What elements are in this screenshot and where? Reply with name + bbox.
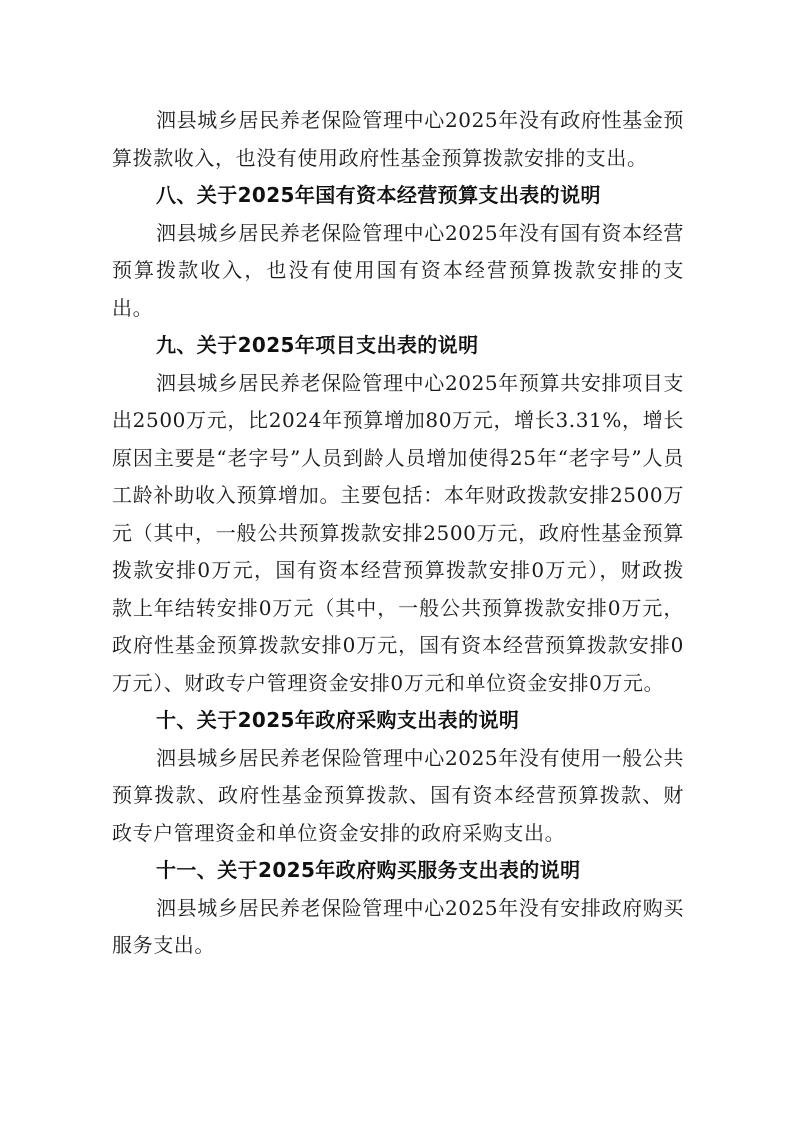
paragraph-government-procurement: 泗县城乡居民养老保险管理中心2025年没有使用一般公共预算拨款、政府性基金预算拨款、国有资本经营预算拨款、财政专户管理资金和单位资金安排的政府采购支出。 (112, 745, 684, 845)
heading-government-procurement: 十、关于2025年政府采购支出表的说明 (156, 708, 520, 732)
heading-purchased-services: 十一、关于2025年政府购买服务支出表的说明 (156, 858, 581, 882)
paragraph-project-expenditure: 泗县城乡居民养老保险管理中心2025年预算共安排项目支出2500万元，比2024年预算增加80万元，增长3.31%，增长原因主要是“老字号”人员到龄人员增加使得25年“老字号”人员工龄补助收入预算增加。主要包括：本年财政拨款安排2500万元（其中，一般公共预算拨款安排2500万元，政府性基金预算拨款安排0万元，国有资本经营预算拨款安排0万元），财政拨款上年结转安排0万元（其中，一般公共预算拨款安排0万元，政府性基金预算拨款安排0万元，国有资本经营预算拨款安排0万元）、财政专户管理资金安排0万元和单位资金安排0万元。 (112, 370, 684, 695)
heading-state-capital: 八、关于2025年国有资本经营预算支出表的说明 (156, 183, 601, 207)
heading-project-expenditure: 九、关于2025年项目支出表的说明 (156, 333, 479, 357)
paragraph-government-fund: 泗县城乡居民养老保险管理中心2025年没有政府性基金预算拨款收入，也没有使用政府性基金预算拨款安排的支出。 (112, 108, 684, 170)
paragraph-state-capital: 泗县城乡居民养老保险管理中心2025年没有国有资本经营预算拨款收入，也没有使用国有资本经营预算拨款安排的支出。 (112, 220, 684, 320)
document-body (112, 102, 684, 965)
paragraph-purchased-services: 泗县城乡居民养老保险管理中心2025年没有安排政府购买服务支出。 (112, 895, 684, 957)
